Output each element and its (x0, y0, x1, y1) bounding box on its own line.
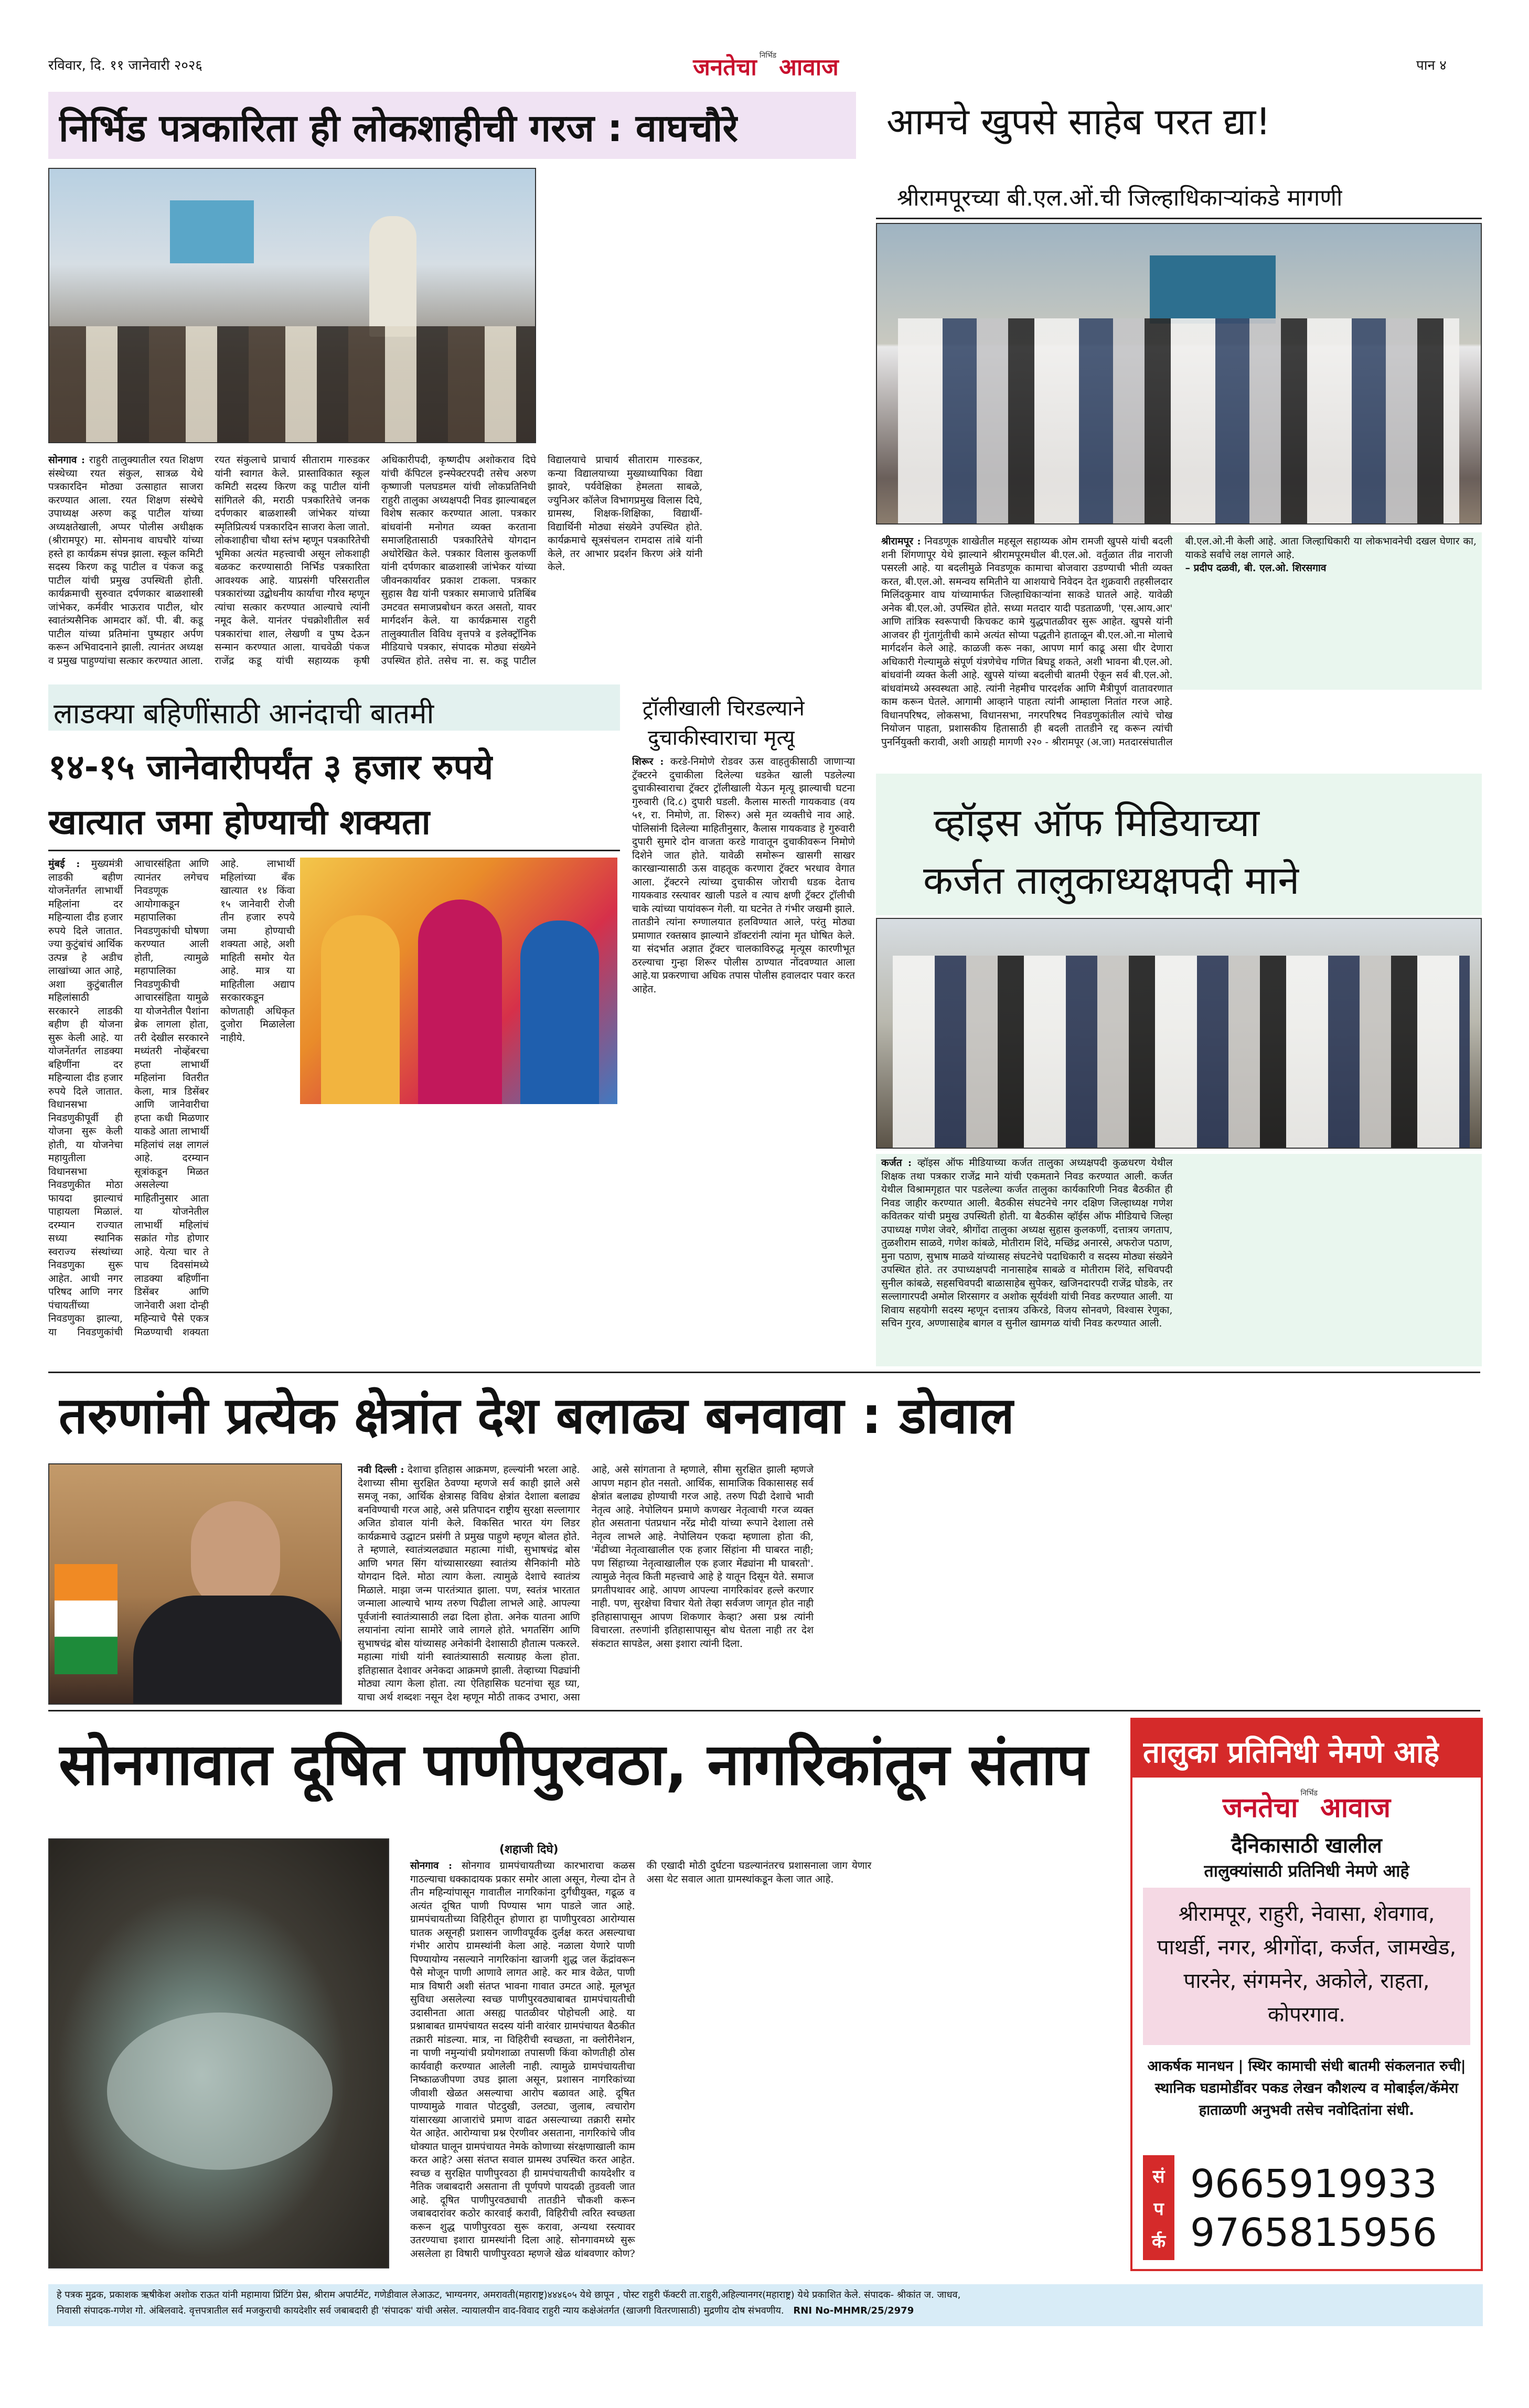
headline: सोनगावात दूषित पाणीपुरवठा, नागरिकांतून संताप (59, 1731, 1089, 1798)
dateline: मुंबई : (48, 858, 80, 870)
story-text: राहुरी तालुक्यातील रयत शिक्षण संस्थेच्या रयत संकुल, सात्रळ येथे पत्रकारदिन मोठ्या उत्साहात साजरा करण्यात आला. रयत शिक्षण संस्थेचे उपाध्यक्ष अरुण कडू पाटील यांच्या अध्यक्षतेखाली, अप्पर पोलीस अधीक्षक (श्रीरामपूर) मा. सोमनाथ वाघचौरे यांच्या हस्ते हा कार्यक्रम संपन्न झाला. स्कूल कमिटी सदस्य किरण कडू पाटील व पंकज कडू पाटील यांची प्रमुख उपस्थिती होती. कार्यक्रमाची सुरुवात दर्पणकार बाळशास्त्री जांभेकर, कर्मवीर भाऊराव पाटील, थोर स्वातंत्र्यसैनिक आमदार कॉ. पी. बी. कडू पाटील यांच्या प्रतिमांना पुष्पहार अर्पण करून अभिवादनाने झाली. त्यानंतर अध्यक्ष व प्रमुख पाहुण्यांचा सत्कार करण्यात आला. रयत संकुलाचे प्राचार्य सीताराम गारुडकर यांनी स्वागत केले. प्रास्ताविकात स्कूल कमिटी सदस्य किरण कडू पाटील यांनी सांगितले की, मराठी पत्रकारितेचे जनक दर्पणकार बाळशास्त्री जांभेकर यांच्या स्मृतिप्रित्यर्थ पत्रकारदिन साजरा केला जातो. लोकशाहीचा चौथा स्तंभ म्हणून पत्रकारितेची भूमिका अत्यंत महत्त्वाची असून लोकशाही बळकट करण्यासाठी निर्भिड पत्रकारिता आवश्यक आहे. याप्रसंगी परिसरातील पत्रकारांच्या उद्बोधनीय कार्याचा गौरव म्हणून त्यांचा सत्कार करण्यात आल्याचे त्यांनी नमूद केले. यानंतर पंचक्रोशीतील सर्व पत्रकारांचा शाल, लेखणी व पुष्प देऊन सन्मान करण्यात आला. याचवेळी पंकज राजेंद्र कडू यांची सहाय्यक कृषी अधिकारीपदी, कृष्णदीप अशोकराव दिघे यांची कॅपिटल इन्स्पेक्टरपदी तसेच अरुण कृष्णाजी पलघडमल यांची लोकप्रतिनिधी राहुरी तालुका अध्यक्षपदी निवड झाल्याबद्दल विशेष सत्कार करण्यात आला. पत्रकार बांधवांनी मनोगत व्यक्त करताना समाजहितासाठी पत्रकारितेचे योगदान अधोरेखित केले. पत्रकार विलास कुलकर्णी यांनी दर्पणकार बाळशास्त्री जांभेकर यांच्या जीवनकार्यावर प्रकाश टाकला. पत्रकार सुहास वैद्य यांनी पत्रकार समाजाचे प्रतिबिंब उमटवत समाजप्रबोधन करत असतो, यावर मार्गदर्शन केले. या कार्यक्रमास राहुरी तालुक्यातील विविध वृत्तपत्रे व इलेक्ट्रॉनिक मीडियाचे पत्रकार, संपादक मोठ्या संख्येने उपस्थित होते. तसेच ना. स. कडू पाटील विद्यालयाचे प्राचार्य सीताराम गारुडकर, कन्या विद्यालयाच्या मुख्याध्यापिका विद्या झावरे, पर्यवेक्षिका हेमलता साबळे, ज्युनिअर कॉलेज विभागप्रमुख विलास दिघे, ग्रामस्थ, शिक्षक-शिक्षिका, विद्यार्थी-विद्यार्थिनी मोठ्या संख्येने उपस्थित होते. कार्यक्रमाचे सूत्रसंचलन रामदास तांबे यांनी केले, तर आभार प्रदर्शन किरण अंत्रे यांनी केले. (48, 454, 703, 667)
story-voice-of-media (876, 774, 1482, 1366)
headline: निर्भिड पत्रकारिता ही लोकशाहीची गरज : वाघचौरे (59, 106, 738, 150)
page-number: पान ४ (1416, 58, 1447, 73)
contact-label-3: र्क (1151, 2231, 1166, 2252)
brand-mid: निर्भिड (759, 51, 777, 60)
story-text: मुख्यमंत्री लाडकी बहीण योजनेंतर्गत लाभार्थी महिलांना दर महिन्याला दीड हजार रुपये दिले जातात. ज्या कुटुंबांचं आर्थिक उत्पन्न हे अडीच लाखांच्या आत आहे, अशा कुटुंबातील महिलांसाठी सरकारने लाडकी बहीण ही योजना सुरू केली आहे. या योजनेंतर्गत लाडक्या बहिणींना दर महिन्याला दीड हजार रुपये दिले जातात. विधानसभा निवडणुकीपूर्वी ही योजना सुरू केली होती, या योजनेचा महायुतीला विधानसभा निवडणुकीत मोठा फायदा झाल्याचं पाहायला मिळालं. दरम्यान राज्यात सध्या स्थानिक स्वराज्य संस्थांच्या निवडणुका सुरू आहेत. आधी नगर परिषद आणि नगर पंचायतींच्या निवडणुका झाल्या, या निवडणुकांची आचारसंहिता आणि त्यानंतर लगेचच निवडणूक आयोगाकडून महापालिका निवडणुकांची घोषणा करण्यात आली होती, त्यामुळे महापालिका निवडणुकीची आचारसंहिता यामुळे या योजनेतील पैशांना ब्रेक लागला होता, तरी देखील सरकारने मध्यंतरी नोव्हेंबरचा हप्ता लाभार्थी महिलांना वितरीत केला, मात्र डिसेंबर आणि जानेवारीचा हप्ता कधी मिळणार याकडे आता लाभार्थी महिलांचं लक्ष लागलं आहे. दरम्यान सूत्रांकडून मिळत असलेल्या माहितीनुसार आता या योजनेतील लाभार्थी महिलांचं सक्रांत गोड होणार आहे. येत्या चार ते पाच दिवसांमध्ये लाडक्या बहिणींना डिसेंबर आणि जानेवारी अशा दोन्ही महिन्याचे पैसे एकत्र मिळण्याची शक्यता आहे. लाभार्थी महिलांच्या बँक खात्यात १४ किंवा १५ जानेवारी रोजी तीन हजार रुपये जमा होण्याची शक्यता आहे, अशी माहिती समोर येत आहे. मात्र या माहितीला अद्याप सरकारकडून कोणताही अधिकृत दुजोरा मिळालेला नाहीये. (48, 858, 295, 1338)
story-text: निवडणूक शाखेतील महसूल सहाय्यक ओम रामजी खुपसे यांची बदली शनी शिंगणापूर येथे झाल्याने श्रीरामपूरमधील बी.एल.ओ. वर्तुळात तीव्र नाराजी पसरली आहे. या बदलीमुळे निवडणूक कामाचा बोजवारा उडण्याची भीती व्यक्त करत, बी.एल.ओ. समन्वय समितीने या आशयाचे निवेदन देत शुक्रवारी तहसीलदार मिलिंदकुमार वाघ यांच्यामार्फत जिल्हाधिकाऱ्यांना साकडे घातले आहे. यावेळी अनेक बी.एल.ओ. उपस्थित होते. सध्या मतदार यादी पडताळणी, 'एस.आय.आर' आणि तांत्रिक स्वरूपाची किचकट कामे युद्धपातळीवर सुरू आहेत. खुपसे यांनी आजवर ही गुंतागुंतीची कामे अत्यंत सोप्या पद्धतीने हाताळून बी.एल.ओ.ना मोलाचे मार्गदर्शन केले आहे. काळजी करू नका, आपण मार्ग काढू असा धीर देणारा अधिकारी गेल्यामुळे संपूर्ण यंत्रणेचेच गणित बिघडू शकते, अशी भावना बी.एल.ओ. बांधवांनी व्यक्त केली आहे. खुपसे यांच्या बदलीची बातमी ऐकून सर्व बी.एल.ओ. बांधवांमध्ये अस्वस्थता आहे. त्यांनी नेहमीच पारदर्शक आणि मैत्रीपूर्ण वातावरणात काम करून घेतले. आगामी आव्हाने पाहता त्यांनी आम्हाला नितांत गरज आहे. विधानपरिषद, लोकसभा, विधानसभा, नगरपरिषद निवडणुकांतील त्यांचे चोख नियोजन पाहता, प्रशासकीय हितासाठी ही बदली तातडीने रद्द करून त्यांची पुनर्नियुक्ती करावी, अशी आग्रही मागणी २२० - श्रीरामपूर (अ.जा) मतदारसंघातील बी.एल.ओ.नी केली आहे. आता जिल्हाधिकारी या लोकभावनेची दखल घेणार का, याकडे सर्वांचे लक्ष लागले आहे. (881, 536, 1477, 748)
stage-banner (170, 200, 254, 263)
story-body (358, 1463, 1281, 1705)
brand-mid: निर्भिड (1300, 1789, 1318, 1797)
dateline: शिरूर : (632, 756, 664, 767)
group-row (893, 956, 1470, 1149)
imprint-line-2: निवासी संपादक-गणेश गो. अंबिलवादे. वृत्तपत्रातील सर्व मजकुराची कायदेशीर सर्व जबाबदारी ही 'संपादक' यांची असेल. न्यायालयीन वाद-विवाद राहुरी न्याय कक्षेअंतर्गत (खाजगी वितरणासाठी) मुद्रणीय दोष संभवणीय. (57, 2305, 784, 2316)
ad-brand (1132, 1788, 1481, 1825)
contact-label-bar (1143, 2155, 1174, 2260)
reporter-ad (1130, 1718, 1483, 2271)
office-board (1150, 255, 1276, 324)
section-rule (48, 1710, 1480, 1711)
imprint-footer (48, 2284, 1483, 2326)
byline: (शहाजी दिघे) (499, 1843, 559, 1856)
well-photo (48, 1838, 389, 2268)
story-doval (48, 1379, 1483, 1710)
subhead-rule (876, 218, 1482, 219)
story-text: सोनगाव ग्रामपंचायतीच्या कारभाराचा कळस गाठल्याचा धक्कादायक प्रकार समोर आला असून, गेल्या दोन ते तीन महिन्यांपासून गावातील नागरिकांना दुर्गंधीयुक्त, गढूळ व अत्यंत दूषित पाणी पिण्यास भाग पाडले जात आहे. ग्रामपंचायतीच्या विहिरीतून होणारा हा पाणीपुरवठा आरोग्यास घातक असूनही प्रशासन जाणीवपूर्वक दुर्लक्ष करत असल्याचा गंभीर आरोप ग्रामस्थांनी केला आहे. नळाला येणारे पाणी पिण्यायोग्य नसल्याने नागरिकांना खाजगी शुद्ध जल केंद्रांवरून पैसे मोजून पाणी आणावे लागत आहे. कर मात्र वेळेत, पाणी मात्र विषारी अशी संतप्त भावना गावात उमटत आहे. मूलभूत सुविधा असलेल्या स्वच्छ पाणीपुरवठ्याबाबत ग्रामपंचायतीची उदासीनता आता असह्य पातळीवर पोहोचली आहे. या प्रश्नाबाबत ग्रामपंचायत सदस्य यांनी वारंवार ग्रामपंचायत बैठकीत तक्रारी मांडल्या. मात्र, ना विहिरीची स्वच्छता, ना क्लोरीनेशन, ना पाणी नमुन्यांची प्रयोगशाळा तपासणी किंवा कोणतीही ठोस कार्यवाही करण्यात आलेली नाही. त्यामुळे ग्रामपंचायतीचा निष्काळजीपणा उघड झाला असून, प्रशासन नागरिकांच्या जीवाशी खेळत असल्याचा आरोप बळावत आहे. दूषित पाण्यामुळे गावात पोटदुखी, उलट्या, जुलाब, त्वचारोग यांसारख्या आजारांचे प्रमाण वाढत असल्याच्या तक्रारी समोर येत आहेत. आरोग्याचा प्रश्न ऐरणीवर असताना, नागरिकांचे जीव धोक्यात घालून ग्रामपंचायत नेमके कोणाच्या संरक्षणाखाली काम करत आहे? असा संतप्त सवाल ग्रामस्थ उपस्थित करत आहेत. स्वच्छ व सुरक्षित पाणीपुरवठा ही ग्रामपंचायतीची कायदेशीर व नैतिक जबाबदारी असताना ती पूर्णपणे पायदळी तुडवली जात आहे. दूषित पाणीपुरवठ्याची तातडीने चौकशी करून जबाबदारांवर कठोर कारवाई करावी, विहिरीची त्वरित स्वच्छता करून शुद्ध पाणीपुरवठा सुरू करावा, अन्यथा रस्त्यावर उतरण्याचा इशारा ग्रामस्थांनी दिला आहे. सोनगावमध्ये सुरू असलेला हा विषारी पाणीपुरवठा म्हणजे खेळ थांबवणार कोण? की एखादी मोठी दुर्घटना घडल्यानंतरच प्रशासनाला जाग येणार असा थेट सवाल आता ग्रामस्थांकडून केला जात आहे. (410, 1860, 872, 2260)
story-tractor-accident (632, 684, 855, 1353)
event-photo (48, 168, 536, 443)
doval-photo (48, 1463, 342, 1705)
contact-label-1: सं (1152, 2166, 1165, 2187)
masthead (0, 0, 1529, 79)
phone-1[interactable]: 9665919933 (1190, 2161, 1437, 2207)
contact-label-2: प (1153, 2199, 1164, 2220)
brand-left: जनतेचा (693, 54, 757, 79)
brand-logo (666, 50, 865, 79)
group-photo (876, 918, 1482, 1149)
headline-line-2: कर्जत तालुकाध्यक्षपदी माने (923, 858, 1300, 903)
subhead: श्रीरामपूरच्या बी.एल.ओं.ची जिल्हाधिकाऱ्यांकडे मागणी (897, 185, 1343, 211)
ad-title: तालुका प्रतिनिधी नेमणे आहे (1143, 1736, 1440, 1770)
headline-line-1: व्हॉइस ऑफ मिडियाच्या (934, 800, 1260, 846)
story-text: देशाचा इतिहास आक्रमण, हल्ल्यांनी भरला आहे. देशाच्या सीमा सुरक्षित ठेवण्या म्हणजे सर्व काही झाले असे समजू नका, आर्थिक क्षेत्रासह विविध क्षेत्रांत देशाला बलाढ्य बनविण्याची गरज आहे, असे प्रतिपादन राष्ट्रीय सुरक्षा सल्लागार अजित डोवाल यांनी केले. विकसित भारत यंग लिडर कार्यक्रमाचे उद्घाटन प्रसंगी ते प्रमुख पाहुणे म्हणून बोलत होते. ते म्हणाले, स्वातंत्र्यलढ्यात महात्मा गांधी, सुभाषचंद्र बोस आणि भगत सिंग यांच्यासारख्या स्वातंत्र्य सैनिकांनी मोठे योगदान दिले. मोठा त्याग केला. त्यामुळे देशाचे स्वातंत्र्य मिळाले. माझा जन्म पारतंत्र्यात झाला. पण, स्वतंत्र भारतात जन्माला आल्याचे भाग्य तरुण पिढीला लाभले आहे. आपल्या पूर्वजांनी स्वातंत्र्यासाठी लढा दिला होता. अनेक यातना आणि लयानांना त्यांना सामोरे जावे लागले होते. भगतसिंग आणि सुभाषचंद्र बोस यांच्यासह अनेकांनी देशासाठी हौतात्म पत्करले. महात्मा गांधी यांनी स्वातंत्र्यासाठी सत्याग्रह केला होता. इतिहासात देशावर अनेकदा आक्रमणे झाली. तेव्हाच्या पिढ्यांनी मोठ्या त्याग केला होता. त्या ऐतिहासिक घटनांचा सूड घ्या, याचा अर्थ शब्दशः नसून देश म्हणून मोठी ताकद उभारा, असा आहे, असे सांगताना ते म्हणाले, सीमा सुरक्षित झाली म्हणजे आपण महान होत नसतो. आर्थिक, सामाजिक विकासासह सर्व क्षेत्रांत बलाढ्य होण्याची गरज आहे. तरुण पिढी देशाचे भावी नेतृत्व आहे. नेपोलियन प्रमाणे कणखर नेतृत्वाची गरज व्यक्त होत असताना पंतप्रधान नरेंद्र मोदी यांच्या रूपाने देशाला तसे नेतृत्व लाभले आहे. नेपोलियन एकदा म्हणाला होता की, 'मेंढीच्या नेतृत्वाखालील एक हजार सिंहांना मी घाबरत नाही; पण सिंहाच्या नेतृत्वाखालील एक हजार मेंढ्यांना मी घाबरतो'. त्यामुळे नेतृत्व किती महत्त्वाचे आहे हे यातून दिसून येते. समाज प्रगतीपथावर आहे. आपण आपल्या नागरिकांवर हल्ले करणार नाही. पण, सुरक्षेचा विचार येतो तेव्हा सर्वजण जागृत होत नाही इतिहासापासून आपण शिकणार केव्हा? असा प्रश्न त्यांनी विचारला. तरुणांनी इतिहासापासून बोध घेतला नाही तर देश संकटात सापडेल, असा इशारा त्यांनी दिला. (358, 1464, 814, 1703)
headline: तरुणांनी प्रत्येक क्षेत्रांत देश बलाढ्य बनवावा : डोवाल (59, 1386, 1014, 1445)
dateline: नवी दिल्ली : (358, 1464, 404, 1475)
talukas-box (1143, 1888, 1470, 2045)
story-khupse (876, 92, 1482, 768)
section-rule (48, 1372, 1480, 1373)
ad-line-2: तालुक्यांसाठी प्रतिनिधी नेमणे आहे (1204, 1861, 1409, 1881)
flag (55, 1564, 117, 1674)
offer-text: आकर्षक मानधन | स्थिर कामाची संधी बातमी संकलनात रुची| स्थानिक घडामोडींवर पकड लेखन कौशल्य व मोबाईल/कॅमेरा हाताळणी अनुभवी तसेच नवोदितांना संधी. (1147, 2058, 1466, 2118)
portrait-head (191, 1501, 280, 1611)
speaker-silhouette (369, 216, 416, 337)
ad-line-1: दैनिकासाठी खालील (1231, 1834, 1382, 1858)
headline-line-1: ट्रॉलीखाली चिरडल्याने (643, 697, 805, 721)
headline: आमचे खुपसे साहेब परत द्या! (886, 100, 1271, 143)
story-body (881, 535, 1477, 763)
story-text: व्हॉइस ऑफ मीडियाच्या कर्जत तालुका अध्यक्षपदी कुळधरण येथील शिक्षक तथा पत्रकार राजेंद्र माने यांची एकमताने निवड करण्यात आली. कर्जत येथील विश्रामगृहात पार पडलेल्या कर्जत तालुका कार्यकारिणी निवड बैठकीत ही निवड जाहीर करण्यात आली. बैठकीस संघटनेचे नगर दक्षिण जिल्हाध्यक्ष गणेश कवितकर यांची प्रमुख उपस्थिती होती. या बैठकीस व्हॉईस ऑफ मीडियाचे जिल्हा उपाध्यक्ष गणेश जेवरे, श्रीगोंदा तालुका अध्यक्ष सुहास कुलकर्णी, दत्तात्रय जगताप, तुळशीराम साळवे, गणेश कांबळे, मोतीराम शिंदे, मच्छिंद्र अनारसे, अफरोज पठाण, मुना पठाण, सुभाष माळवे यांच्यासह संघटनेचे पदाधिकारी व सदस्य मोठ्या संख्येने उपस्थित होते. तर उपाध्यक्षपदी नानासाहेब साबळे व मोतीराम शिंदे, सचिवपदी सुनील कांबळे, सहसचिवपदी बाळासाहेब सुपेकर, खजिनदारपदी राजेंद्र घोडके, तर सल्लागारपदी अमोल शिरसागर व अशोक सूर्यवंशी यांची निवड करण्यात आली. या शिवाय सहयोगी सदस्य म्हणून दत्तात्रय उकिरडे, विजय सोनवणे, विश्वास रेणुका, सचिन गुरव, अण्णासाहेब बागल व सुनील खामगळ यांची निवड करण्यात आली. (881, 1157, 1173, 1329)
signoff: – प्रदीप दळवी, बी. एल.ओ. शिरसगाव (1185, 562, 1327, 574)
dateline: कर्जत : (881, 1157, 912, 1169)
story-body (48, 858, 620, 1348)
dateline: सोनगाव : (410, 1860, 453, 1871)
phone-2[interactable]: 9765815956 (1190, 2210, 1437, 2255)
imprint-line-1: हे पत्रक मुद्रक, प्रकाशक ऋषीकेश अशोक राऊत यांनी महामाया प्रिंटिंग प्रेस, श्रीराम अपार्टमेंट, गणेडीवाल लेआऊट, भाग्यनगर, अमरावती(महाराष्ट्र)४४४६०५ येथे छापून , पोस्ट राहुरी फॅक्टरी ता.राहुरी,अहिल्यानगर(महाराष्ट्र) येथे प्रकाशित केले. संपादक- श्रीकांत ज. जाधव, (57, 2289, 961, 2300)
story-body (632, 755, 855, 1348)
portrait-suit (133, 1596, 342, 1705)
brand-right: आवाज (779, 54, 839, 79)
story-journalism-day (48, 92, 856, 677)
issue-date: रविवार, दि. ११ जानेवारी २०२६ (48, 58, 202, 73)
dateline: श्रीरामपूर : (881, 536, 921, 547)
rni-number: RNI No-MHMR/25/2979 (793, 2305, 914, 2316)
story-ladki-bahin (48, 684, 620, 1353)
brand-left: जनतेचा (1222, 1792, 1298, 1824)
talukas-list: श्रीरामपूर, राहुरी, नेवासा, शेवगाव, पाथर्डी, नगर, श्रीगोंदा, कर्जत, जामखेड, पारनेर, संगमनेर, अकोले, राहता, कोपरगाव. (1157, 1902, 1457, 2027)
dateline: सोनगाव : (48, 454, 85, 466)
brand-right: आवाज (1320, 1792, 1391, 1824)
story-text: करडे-निमोणे रोडवर ऊस वाहतुकीसाठी जाणाऱ्या ट्रॅक्टरने दुचाकीला दिलेल्या धडकेत खाली पडलेल्या दुचाकीस्वाराचा ट्रॅक्टर ट्रॉलीखाली येऊन मृत्यू झाल्याची घटना गुरुवारी (दि.८) दुपारी घडली. कैलास मारुती गायकवाड (वय ५१, रा. निमोणे, ता. शिरूर) असे मृत व्यक्तीचे नाव आहे. पोलिसांनी दिलेल्या माहितीनुसार, कैलास गायकवाड हे गुरुवारी दुपारी सुमारे दोन वाजता करडे गावातून दुचाकीवरून निमोणे दिशेने जात होते. यावेळी समोरून खासगी साखर कारखान्यासाठी ऊस वाहतूक करणारा ट्रॅक्टर भरधाव वेगात आला. ट्रॅक्टरने त्यांच्या दुचाकीस जोराची धडक देताच गायकवाड रस्त्यावर खाली पडले व त्याच क्षणी ट्रॅक्टर ट्रॉलीची चाके त्यांच्या पायांवरून गेली. या घटनेत ते गंभीर जखमी झाले. तातडीने त्यांना रुग्णालयात हलविण्यात आले, परंतु मोठ्या प्रमाणात रक्तस्राव झाल्याने डॉक्टरांनी त्यांना मृत घोषित केले. या संदर्भात अज्ञात ट्रॅक्टर चालकाविरुद्ध मृत्यूस कारणीभूत ठरल्याचा गुन्हा शिरूर पोलीस ठाण्यात नोंदवण्यात आला आहे.या प्रकरणाचा अधिक तपास पोलीस हवालदार पवार करत आहेत. (632, 756, 855, 995)
kicker: लाडक्या बहिणींसाठी आनंदाची बातमी (54, 697, 434, 730)
story-body (881, 1157, 1477, 1364)
headline-line-2: खात्यात जमा होण्याची शक्यता (48, 802, 431, 842)
headline-line-2: दुचाकीस्वाराचा मृत्यू (648, 726, 795, 750)
well-water (107, 2013, 333, 2170)
story-body (410, 1859, 1108, 2268)
headline-rule (48, 850, 620, 851)
story-songaon-water (48, 1718, 1113, 2274)
group-row (898, 318, 1459, 525)
memorandum-photo (876, 223, 1482, 525)
story-body (48, 454, 703, 674)
audience-row (49, 326, 536, 443)
headline-line-1: १४-१५ जानेवारीपर्यंत ३ हजार रुपये (48, 747, 494, 787)
